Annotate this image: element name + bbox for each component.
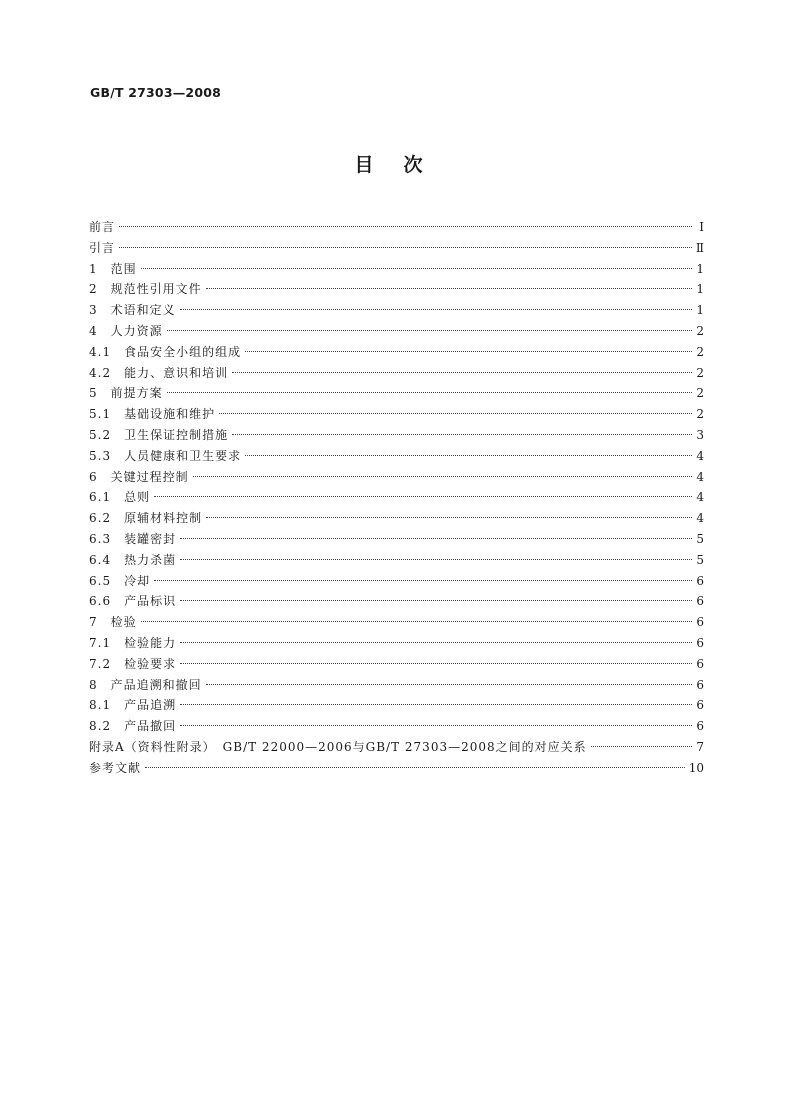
toc-leader-dots [245,455,692,456]
toc-entry-page: 6 [696,677,704,692]
toc-leader-dots [154,496,692,497]
toc-entry-page: 1 [696,261,704,276]
toc-entry-label: 7.2 检验要求 [89,656,177,671]
toc-leader-dots [591,746,692,747]
toc-entry-label: 8.1 产品追溯 [89,698,177,713]
toc-entry[interactable] [89,612,704,633]
toc-entry-page: 6 [696,719,704,734]
toc-leader-dots [206,517,692,518]
toc-leader-dots [167,392,692,393]
toc-entry-label: 6.3 装罐密封 [89,531,177,546]
toc-entry-label: 附录A（资料性附录） GB/T 22000—2006与GB/T 27303—2008之间的对应关系 [89,739,587,754]
toc-entry-page: 2 [696,407,704,422]
toc-entry-label: 6.1 总则 [89,490,151,505]
toc-entry-label: 参考文献 [89,760,142,775]
toc-entry[interactable] [89,508,704,529]
toc-entry[interactable] [89,404,704,425]
toc-leader-dots [180,725,692,726]
toc-entry-label: 5.1 基础设施和维护 [89,407,216,422]
toc-entry-page: 1 [696,282,704,297]
toc-entry[interactable] [89,716,704,737]
toc-entry[interactable] [89,300,704,321]
toc-entry[interactable] [89,342,704,363]
toc-entry-label: 前言 [89,220,116,234]
toc-entry[interactable] [89,591,704,612]
toc-entry-label: 8 产品追溯和撤回 [89,677,202,692]
toc-entry-label: 7 检验 [89,615,137,630]
toc-entry-label: 6.5 冷却 [89,573,151,588]
toc-entry-page: 2 [696,386,704,401]
toc-entry-label: 4.1 食品安全小组的组成 [89,344,242,359]
toc-entry-page: Ⅰ [699,220,704,234]
toc-entry-label: 5 前提方案 [89,386,163,401]
toc-leader-dots [180,704,692,705]
table-of-contents [89,217,704,779]
toc-entry-page: 6 [696,594,704,609]
toc-leader-dots [145,767,685,768]
toc-leader-dots [219,413,692,414]
toc-entry[interactable] [89,279,704,300]
toc-entry-page: 2 [696,323,704,338]
toc-entry[interactable] [89,467,704,488]
toc-entry[interactable] [89,487,704,508]
toc-entry-page: 6 [696,573,704,588]
toc-leader-dots [154,580,692,581]
toc-leader-dots [180,559,692,560]
toc-leader-dots [141,268,692,269]
toc-leader-dots [180,538,692,539]
toc-entry-page: 6 [696,698,704,713]
toc-entry[interactable] [89,259,704,280]
toc-leader-dots [167,330,692,331]
toc-entry-label: 5.2 卫生保证控制措施 [89,427,229,442]
toc-entry-page: Ⅱ [695,240,704,255]
toc-entry-label: 8.2 产品撤回 [89,719,177,734]
toc-entry-label: 3 术语和定义 [89,303,176,318]
toc-entry[interactable] [89,571,704,592]
toc-leader-dots [232,434,692,435]
toc-leader-dots [206,288,692,289]
toc-leader-dots [206,684,692,685]
toc-entry-page: 6 [696,615,704,630]
toc-entry-label: 6 关键过程控制 [89,469,189,484]
toc-leader-dots [180,600,692,601]
toc-entry-page: 4 [696,490,704,505]
toc-entry[interactable] [89,238,704,259]
toc-entry[interactable] [89,383,704,404]
toc-entry[interactable] [89,363,704,384]
toc-leader-dots [141,621,692,622]
standard-code: GB/T 27303—2008 [90,85,222,100]
toc-leader-dots [245,351,692,352]
toc-entry[interactable] [89,425,704,446]
toc-entry-page: 2 [696,365,704,380]
toc-leader-dots [232,372,692,373]
toc-leader-dots [180,309,692,310]
toc-entry[interactable] [89,217,704,238]
toc-entry-page: 5 [696,552,704,567]
toc-entry[interactable] [89,529,704,550]
toc-entry-label: 5.3 人员健康和卫生要求 [89,448,242,463]
toc-entry-page: 7 [696,739,704,754]
toc-entry-page: 1 [696,303,704,318]
page-title: 目次 [354,154,453,176]
toc-entry-page: 4 [696,469,704,484]
toc-leader-dots [180,663,692,664]
toc-entry-label: 6.6 产品标识 [89,594,177,609]
toc-entry[interactable] [89,446,704,467]
toc-entry-label: 6.2 原辅材料控制 [89,511,203,526]
toc-entry-page: 3 [696,427,704,442]
toc-entry-label: 7.1 检验能力 [89,635,177,650]
toc-entry-page: 5 [696,531,704,546]
toc-entry[interactable] [89,737,704,758]
toc-entry-page: 10 [688,760,704,775]
toc-leader-dots [180,642,692,643]
toc-entry-label: 2 规范性引用文件 [89,282,202,297]
toc-entry-label: 6.4 热力杀菌 [89,552,177,567]
toc-entry[interactable] [89,654,704,675]
toc-entry-page: 4 [696,448,704,463]
toc-entry[interactable] [89,695,704,716]
toc-leader-dots [193,476,692,477]
toc-entry[interactable] [89,633,704,654]
toc-entry-label: 4.2 能力、意识和培训 [89,365,229,380]
toc-leader-dots [119,247,692,248]
toc-entry-page: 2 [696,344,704,359]
toc-leader-dots [119,226,692,227]
toc-entry-label: 引言 [89,240,116,255]
toc-entry[interactable] [89,550,704,571]
toc-entry-page: 6 [696,635,704,650]
toc-entry-label: 1 范围 [89,261,137,276]
toc-entry[interactable] [89,758,704,779]
toc-entry[interactable] [89,675,704,696]
toc-entry-page: 4 [696,511,704,526]
toc-entry-page: 6 [696,656,704,671]
toc-entry-label: 4 人力资源 [89,323,163,338]
toc-entry[interactable] [89,321,704,342]
